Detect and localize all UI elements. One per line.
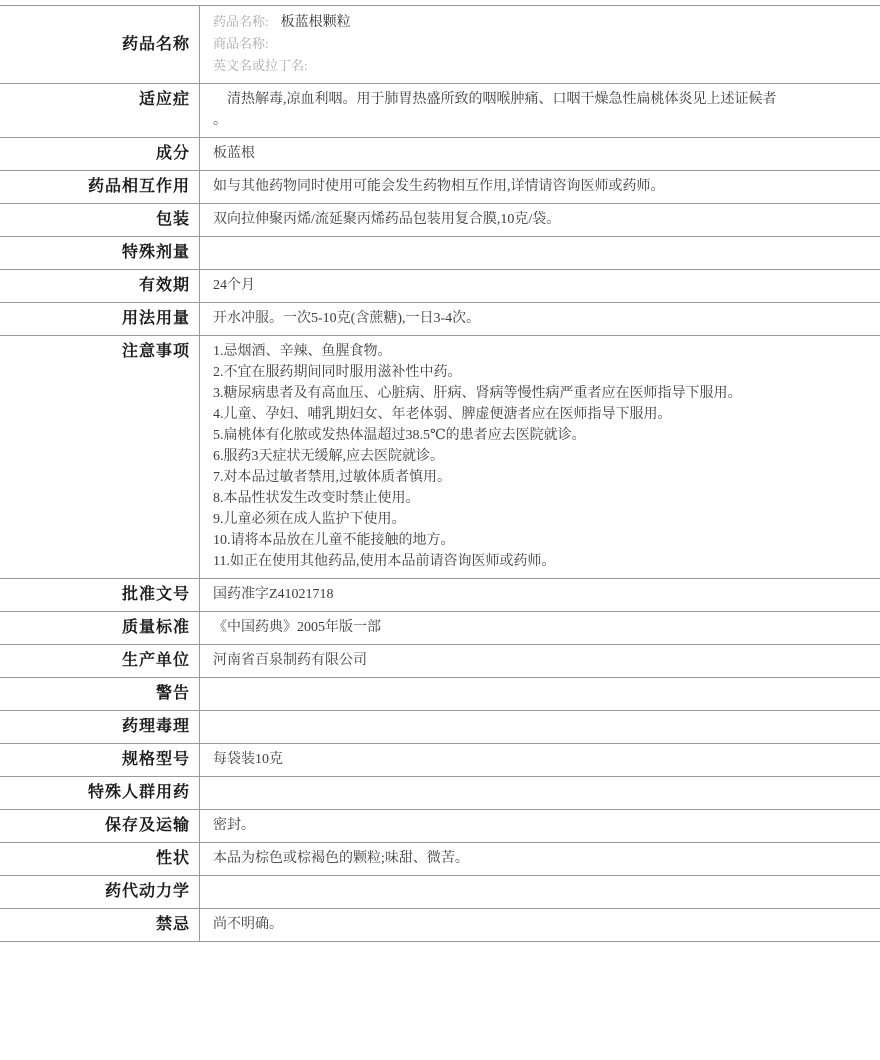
row-label-ingredients: 成分: [0, 138, 200, 170]
table-row-warnings: [0, 678, 880, 711]
table-row-description: [0, 843, 880, 876]
row-label-special-populations: 特殊人群用药: [0, 777, 200, 809]
table-row-special-dosage: [0, 237, 880, 270]
table-row-approval-number: [0, 579, 880, 612]
value-line: 6.服药3天症状无缓解,应去医院就诊。: [213, 449, 444, 464]
field-key: 商品名称:: [213, 36, 269, 51]
value-line: 4.儿童、孕妇、哺乳期妇女、年老体弱、脾虚便溏者应在医师指导下服用。: [213, 407, 672, 422]
table-row-dosage-usage: [0, 303, 880, 336]
value-line: 8.本品性状发生改变时禁止使用。: [213, 491, 420, 506]
value-line: 尚不明确。: [213, 917, 283, 932]
table-row-pharmacokinetics: [0, 876, 880, 909]
value-line: 双向拉伸聚丙烯/流延聚丙烯药品包装用复合膜,10克/袋。: [213, 212, 561, 227]
value-line: 清热解毒,凉血利咽。用于肺胃热盛所致的咽喉肿痛、口咽干燥急性扁桃体炎见上述证候者: [213, 92, 777, 107]
table-row-specification: [0, 744, 880, 777]
value-line: 板蓝根: [213, 146, 255, 161]
value-line: 国药准字Z41021718: [213, 587, 334, 602]
table-row-precautions: [0, 336, 880, 579]
table-row-manufacturer: [0, 645, 880, 678]
row-label-precautions: 注意事项: [0, 336, 200, 578]
value-line: 开水冲服。一次5-10克(含蔗糖),一日3-4次。: [213, 311, 481, 326]
row-value-contraindications: [200, 909, 880, 941]
row-label-packaging: 包装: [0, 204, 200, 236]
value-line: 24个月: [213, 278, 255, 293]
row-value-drug-interactions: [200, 171, 880, 203]
row-value-packaging: [200, 204, 880, 236]
row-value-special-dosage: [200, 237, 880, 269]
row-label-storage-transport: 保存及运输: [0, 810, 200, 842]
row-label-manufacturer: 生产单位: [0, 645, 200, 677]
row-label-pharmacology-toxicology: 药理毒理: [0, 711, 200, 743]
row-label-drug-name: 药品名称: [0, 6, 200, 83]
row-value-special-populations: [200, 777, 880, 809]
row-value-quality-standard: [200, 612, 880, 644]
table-row-packaging: [0, 204, 880, 237]
row-label-specification: 规格型号: [0, 744, 200, 776]
row-label-indications: 适应症: [0, 84, 200, 137]
field-value: 板蓝根颗粒: [280, 15, 351, 30]
name-field-line: [213, 55, 868, 77]
value-line: 3.糖尿病患者及有高血压、心脏病、肝病、肾病等慢性病严重者应在医师指导下服用。: [213, 386, 742, 401]
row-label-pharmacokinetics: 药代动力学: [0, 876, 200, 908]
row-value-storage-transport: [200, 810, 880, 842]
value-line: 《中国药典》2005年版一部: [213, 620, 381, 635]
row-value-warnings: [200, 678, 880, 710]
value-line: 每袋装10克: [213, 752, 283, 767]
value-line: 本品为棕色或棕褐色的颗粒;味甜、微苦。: [213, 851, 469, 866]
name-field-line: [213, 11, 868, 33]
value-line: 11.如正在使用其他药品,使用本品前请咨询医师或药师。: [213, 554, 556, 569]
table-row-drug-interactions: [0, 171, 880, 204]
value-line: 2.不宜在服药期间同时服用滋补性中药。: [213, 365, 462, 380]
value-line: 7.对本品过敏者禁用,过敏体质者慎用。: [213, 470, 451, 485]
field-key: 药品名称:: [213, 14, 269, 29]
value-line: 河南省百泉制药有限公司: [213, 653, 367, 668]
row-value-pharmacokinetics: [200, 876, 880, 908]
row-label-warnings: 警告: [0, 678, 200, 710]
row-value-precautions: [200, 336, 880, 578]
table-row-quality-standard: [0, 612, 880, 645]
value-line: 密封。: [213, 818, 255, 833]
table-row-pharmacology-toxicology: [0, 711, 880, 744]
row-value-pharmacology-toxicology: [200, 711, 880, 743]
field-key: 英文名或拉丁名:: [213, 58, 308, 73]
value-line: 如与其他药物同时使用可能会发生药物相互作用,详情请咨询医师或药师。: [213, 179, 665, 194]
row-label-special-dosage: 特殊剂量: [0, 237, 200, 269]
row-label-dosage-usage: 用法用量: [0, 303, 200, 335]
table-row-contraindications: [0, 909, 880, 942]
row-label-approval-number: 批准文号: [0, 579, 200, 611]
value-line: 。: [213, 113, 227, 128]
row-value-specification: [200, 744, 880, 776]
row-value-dosage-usage: [200, 303, 880, 335]
value-line: 5.扁桃体有化脓或发热体温超过38.5℃的患者应去医院就诊。: [213, 428, 586, 443]
row-label-shelf-life: 有效期: [0, 270, 200, 302]
row-label-description: 性状: [0, 843, 200, 875]
row-value-manufacturer: [200, 645, 880, 677]
table-row-drug-name: [0, 6, 880, 84]
row-value-description: [200, 843, 880, 875]
value-line: 10.请将本品放在儿童不能接触的地方。: [213, 533, 455, 548]
table-row-indications: [0, 84, 880, 138]
value-line: 9.儿童必须在成人监护下使用。: [213, 512, 406, 527]
table-row-ingredients: [0, 138, 880, 171]
table-row-storage-transport: [0, 810, 880, 843]
row-value-indications: [200, 84, 880, 137]
row-label-quality-standard: 质量标准: [0, 612, 200, 644]
value-line: 1.忌烟酒、辛辣、鱼腥食物。: [213, 344, 392, 359]
table-row-special-populations: [0, 777, 880, 810]
row-label-drug-interactions: 药品相互作用: [0, 171, 200, 203]
name-field-line: [213, 33, 868, 55]
row-value-shelf-life: [200, 270, 880, 302]
drug-info-table: [0, 5, 880, 942]
row-label-contraindications: 禁忌: [0, 909, 200, 941]
row-value-drug-name: [200, 6, 880, 83]
row-value-approval-number: [200, 579, 880, 611]
table-row-shelf-life: [0, 270, 880, 303]
row-value-ingredients: [200, 138, 880, 170]
